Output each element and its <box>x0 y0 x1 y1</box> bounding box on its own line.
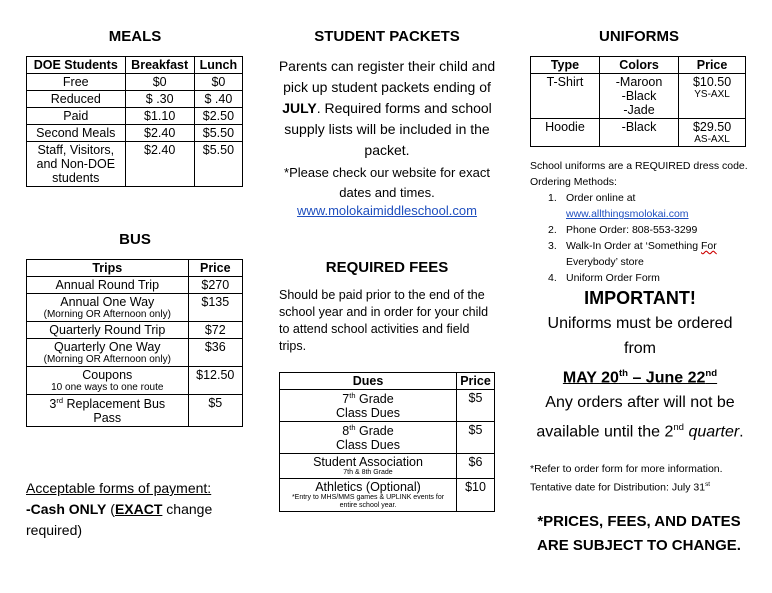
fees-header-dues: Dues <box>280 373 457 390</box>
fees-title: REQUIRED FEES <box>325 259 449 276</box>
website-link[interactable]: www.molokaimiddleschool.com <box>297 203 477 218</box>
bus-title: BUS <box>119 231 151 248</box>
packets-text: Parents can register their child and pick up student packets ending of JULY. Required forms and school supply lists will be included in the packet. <box>278 58 496 158</box>
table-row: Coupons 10 one ways to one route $12.50 <box>27 367 243 395</box>
packets-title: STUDENT PACKETS <box>314 28 460 45</box>
bus-table <box>26 259 243 427</box>
table-row: Free $0 $0 <box>27 74 243 91</box>
fees-intro: Should be paid prior to the end of the school year and in order for your child to attend school activities and field trips. <box>279 288 489 353</box>
meals-header-students: DOE Students <box>27 57 126 74</box>
bus-header-trips: Trips <box>27 260 189 277</box>
uniforms-header-colors: Colors <box>599 57 678 74</box>
table-row: Quarterly Round Trip $72 <box>27 322 243 339</box>
meals-title: MEALS <box>108 28 162 45</box>
table-row: Annual One Way (Morning OR Afternoon only) $135 <box>27 294 243 322</box>
table-row: Student Association 7th & 8th Grade $6 <box>280 454 495 479</box>
meals-header-lunch: Lunch <box>194 57 242 74</box>
meals-header-breakfast: Breakfast <box>125 57 194 74</box>
uniforms-title: UNIFORMS <box>599 28 679 45</box>
payment-info: Acceptable forms of payment: -Cash ONLY (EXACT change required) <box>26 480 213 538</box>
table-row: 7th Grade Class Dues $5 <box>280 390 495 422</box>
important-notice: IMPORTANT! Uniforms must be ordered from MAY 20th – June 22nd Any orders after will not be available until the 2nd quarter. <box>530 286 750 445</box>
uniform-notes: *Refer to order form for more information. Tentative date for Distribution: July 31st <box>530 463 723 494</box>
meals-table <box>26 56 243 187</box>
table-row: Quarterly One Way (Morning OR Afternoon only) $36 <box>27 339 243 367</box>
fees-header-price: Price <box>457 373 495 390</box>
table-row: Athletics (Optional) *Entry to MHS/MMS games & UPLINK events for entire school year. $10 <box>280 479 495 512</box>
bus-header-price: Price <box>188 260 242 277</box>
uniforms-header-type: Type <box>531 57 600 74</box>
ordering-info: School uniforms are a REQUIRED dress code. Ordering Methods: 1. Order online at www.allthingsmolokai.com 2. Phone Order: 808-553-3299 3. Walk-In Order at ‘Something For Everybody’ store 4. Uniform Order Form <box>530 160 748 284</box>
table-row: Paid $1.10 $2.50 <box>27 108 243 125</box>
packets-note: *Please check our website for exact dates and times. <box>284 165 490 200</box>
uniforms-header-price: Price <box>679 57 746 74</box>
table-row: Staff, Visitors, and Non-DOE students $2.40 $5.50 <box>27 142 243 187</box>
table-row: Reduced $ .30 $ .40 <box>27 91 243 108</box>
table-row: T-Shirt -Maroon -Black -Jade $10.50 YS-AXL <box>531 74 746 119</box>
table-row: Hoodie -Black $29.50 AS-AXL <box>531 119 746 147</box>
table-row: Annual Round Trip $270 <box>27 277 243 294</box>
table-row: Second Meals $2.40 $5.50 <box>27 125 243 142</box>
fees-table <box>279 372 495 512</box>
table-row: 8th Grade Class Dues $5 <box>280 422 495 454</box>
uniforms-table <box>530 56 746 147</box>
disclaimer: *PRICES, FEES, AND DATES ARE SUBJECT TO CHANGE. <box>537 513 741 554</box>
order-dates: MAY 20th – June 22nd <box>562 368 718 387</box>
table-row: 3rd Replacement Bus Pass $5 <box>27 395 243 427</box>
allthings-link[interactable]: www.allthingsmolokai.com <box>566 208 689 220</box>
